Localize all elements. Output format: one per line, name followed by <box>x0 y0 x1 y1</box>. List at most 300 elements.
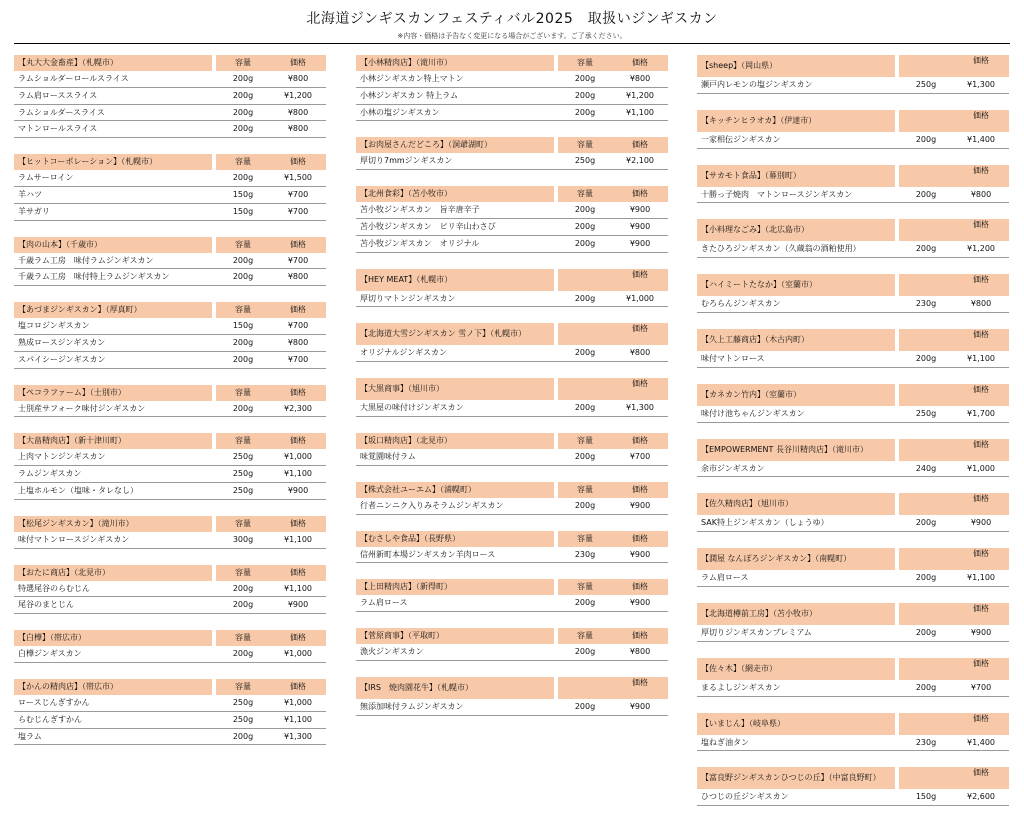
product-row <box>14 121 326 138</box>
product-price: ¥1,200 <box>284 90 312 100</box>
product-price: ¥1,100 <box>967 353 995 363</box>
product-row <box>14 466 326 483</box>
product-row <box>14 88 326 105</box>
vendor-block <box>14 154 326 220</box>
product-name: ラムショルダースライス <box>18 107 105 117</box>
product-row <box>14 352 326 369</box>
product-row <box>356 71 668 88</box>
product-capacity: 200g <box>915 189 937 199</box>
product-row <box>697 625 1009 642</box>
vendor-header <box>697 493 1009 515</box>
product-price: ¥800 <box>970 299 992 309</box>
product-price: ¥800 <box>287 124 309 134</box>
vendor-header <box>697 219 1009 241</box>
product-capacity: 200g <box>574 598 596 608</box>
product-name: 一家相伝ジンギスカン <box>701 134 781 144</box>
product-name: 行者ニンニク入りみそラムジンギスカン <box>360 500 504 510</box>
price-header: 価格 <box>953 110 1009 132</box>
vendor-header <box>697 658 1009 680</box>
vendor-block <box>697 713 1009 752</box>
vendor-block <box>14 516 326 549</box>
vendor-name: 【おたに商店】（北見市） <box>14 565 212 581</box>
product-row <box>14 729 326 746</box>
product-price: ¥700 <box>287 189 309 199</box>
vendor-block <box>356 186 668 252</box>
capacity-header: 容量 <box>558 628 612 644</box>
product-price: ¥1,100 <box>284 714 312 724</box>
product-capacity: 200g <box>574 451 596 461</box>
vendor-block <box>356 628 668 661</box>
product-name: 余市ジンギスカン <box>701 463 765 473</box>
capacity-header: 容量 <box>558 531 612 547</box>
product-capacity: 200g <box>232 107 254 117</box>
price-header: 価格 <box>612 55 668 71</box>
vendor-header <box>14 516 326 532</box>
capacity-header <box>899 767 953 789</box>
column-middle <box>356 55 668 732</box>
product-price: ¥900 <box>287 600 309 610</box>
product-capacity: 200g <box>232 583 254 593</box>
product-price: ¥800 <box>629 348 651 358</box>
product-row <box>14 318 326 335</box>
product-price: ¥2,300 <box>284 403 312 413</box>
product-capacity: 200g <box>574 74 596 83</box>
price-header: 価格 <box>612 579 668 595</box>
price-header: 価格 <box>953 493 1009 515</box>
product-name: 千歳ラム工房 味付ラムジンギスカン <box>18 255 154 265</box>
price-header: 価格 <box>953 55 1009 77</box>
product-capacity: 200g <box>915 627 937 637</box>
product-row <box>697 296 1009 313</box>
vendor-name: 【久上工藤商店】（木古内町） <box>697 329 895 351</box>
price-header: 価格 <box>953 384 1009 406</box>
capacity-header <box>899 713 953 735</box>
vendor-header <box>356 323 668 345</box>
product-price: ¥1,200 <box>626 90 654 100</box>
product-capacity: 230g <box>915 737 937 747</box>
product-price: ¥900 <box>629 221 651 231</box>
product-capacity: 250g <box>232 452 254 462</box>
vendor-block <box>356 323 668 362</box>
product-row <box>14 335 326 352</box>
product-name: 厚切りジンギスカンプレミアム <box>701 627 812 637</box>
price-header: 価格 <box>612 323 668 345</box>
capacity-header <box>899 493 953 515</box>
vendor-name: 【潤屋 なんぽろジンギスカン】（南幌町） <box>697 548 895 570</box>
vendor-header <box>356 531 668 547</box>
product-price: ¥900 <box>287 485 309 495</box>
product-row <box>356 449 668 466</box>
product-capacity: 200g <box>915 682 937 692</box>
capacity-header: 容量 <box>216 154 270 170</box>
price-header: 価格 <box>953 603 1009 625</box>
vendor-block <box>697 274 1009 313</box>
product-capacity: 200g <box>574 348 596 358</box>
product-capacity: 250g <box>915 408 937 418</box>
price-header: 価格 <box>953 219 1009 241</box>
vendor-header <box>697 603 1009 625</box>
product-capacity: 200g <box>574 403 596 413</box>
product-row <box>697 680 1009 697</box>
price-header: 価格 <box>612 628 668 644</box>
vendor-name: 【富良野ジンギスカンひつじの丘】（中富良野町） <box>697 767 895 789</box>
product-capacity: 200g <box>574 90 596 100</box>
vendor-header <box>697 165 1009 187</box>
product-capacity: 230g <box>915 299 937 309</box>
vendor-block <box>14 679 326 745</box>
vendor-block <box>356 137 668 170</box>
vendor-name: 【むさしや食品】（長野県） <box>356 531 554 547</box>
product-capacity: 200g <box>574 107 596 117</box>
product-price: ¥1,000 <box>284 452 312 462</box>
capacity-header: 容量 <box>216 433 270 449</box>
product-capacity: 200g <box>574 205 596 215</box>
product-row <box>356 498 668 515</box>
capacity-header: 容量 <box>216 237 270 253</box>
product-row <box>356 699 668 716</box>
product-row <box>697 570 1009 587</box>
product-price: ¥900 <box>629 701 651 711</box>
product-row <box>697 406 1009 423</box>
capacity-header <box>899 603 953 625</box>
vendor-name: 【北州食彩】（苫小牧市） <box>356 186 554 202</box>
vendor-header <box>697 110 1009 132</box>
product-row <box>14 532 326 549</box>
product-capacity: 250g <box>915 80 937 89</box>
vendor-block <box>14 302 326 368</box>
price-header: 価格 <box>612 433 668 449</box>
column-right <box>697 55 1009 822</box>
product-row <box>14 170 326 187</box>
capacity-header <box>899 110 953 132</box>
product-name: マトンロールスライス <box>18 124 98 134</box>
product-row <box>697 241 1009 258</box>
product-name: 塩ラム <box>18 731 42 741</box>
product-capacity: 200g <box>232 403 254 413</box>
product-row <box>14 253 326 270</box>
vendor-name: 【株式会社ユーエム】（浦幌町） <box>356 482 554 498</box>
vendor-name: 【肉の山本】（千歳市） <box>14 237 212 253</box>
capacity-header: 容量 <box>216 565 270 581</box>
vendor-block <box>697 165 1009 204</box>
capacity-header: 容量 <box>216 55 270 71</box>
product-capacity: 300g <box>232 534 254 544</box>
product-capacity: 200g <box>574 647 596 657</box>
capacity-header: 容量 <box>216 630 270 646</box>
product-price: ¥700 <box>287 354 309 364</box>
product-row <box>356 400 668 417</box>
product-row <box>356 547 668 564</box>
product-price: ¥800 <box>287 337 309 347</box>
product-capacity: 150g <box>915 792 937 802</box>
product-price: ¥900 <box>629 500 651 510</box>
capacity-header: 容量 <box>558 579 612 595</box>
product-capacity: 200g <box>232 90 254 100</box>
product-capacity: 200g <box>232 255 254 265</box>
product-price: ¥900 <box>970 518 992 528</box>
product-name: 小林ジンギスカン特上マトン <box>360 74 464 83</box>
vendor-name: 【大黒商事】（旭川市） <box>356 378 554 400</box>
vendor-block <box>14 237 326 287</box>
price-header: 価格 <box>270 630 326 646</box>
vendor-name: 【ヒットコーポレーション】（札幌市） <box>14 154 212 170</box>
product-capacity: 240g <box>915 463 937 473</box>
vendor-name: 【あづまジンギスカン】（厚真町） <box>14 302 212 318</box>
product-price: ¥800 <box>287 107 309 117</box>
vendor-block <box>356 531 668 564</box>
vendor-name: 【IRS 焼肉園花牛】（札幌市） <box>356 677 554 699</box>
price-header: 価格 <box>953 658 1009 680</box>
product-row <box>14 646 326 663</box>
product-name: 味覚園味付ラム <box>360 451 416 461</box>
vendor-block <box>356 55 668 121</box>
vendor-block <box>697 439 1009 478</box>
product-row <box>14 581 326 598</box>
product-price: ¥700 <box>287 255 309 265</box>
vendor-name: 【坂口精肉店】（北見市） <box>356 433 554 449</box>
product-capacity: 200g <box>574 701 596 711</box>
product-price: ¥1,000 <box>626 293 654 303</box>
vendor-header <box>697 384 1009 406</box>
product-row <box>14 483 326 500</box>
vendor-block <box>356 579 668 612</box>
product-row <box>14 401 326 418</box>
product-name: 味付マトンロースジンギスカン <box>18 534 130 544</box>
product-price: ¥1,200 <box>967 244 995 254</box>
vendor-block <box>14 55 326 138</box>
price-header: 価格 <box>953 329 1009 351</box>
product-name: スパイシージンギスカン <box>18 354 106 364</box>
vendor-name: 【サカモト食品】（幕別町） <box>697 165 895 187</box>
vendor-header <box>14 630 326 646</box>
product-row <box>697 789 1009 806</box>
vendor-block <box>356 378 668 417</box>
product-name: 小林ジンギスカン 特上ラム <box>360 90 459 100</box>
product-price: ¥2,100 <box>626 156 654 166</box>
vendor-name: 【北海道大雪ジンギスカン 雪ノ下】（札幌市） <box>356 323 554 345</box>
product-name: 十勝っ子焼肉 マトンロースジンギスカン <box>701 189 853 199</box>
vendor-header <box>697 548 1009 570</box>
vendor-name: 【小料理なごみ】（北広島市） <box>697 219 895 241</box>
capacity-header: 容量 <box>216 385 270 401</box>
vendor-header <box>356 137 668 153</box>
vendor-header <box>14 237 326 253</box>
vendor-header <box>14 302 326 318</box>
product-price: ¥1,100 <box>284 583 312 593</box>
product-name: 苫小牧ジンギスカン ピリ辛山わさび <box>360 221 496 231</box>
product-capacity: 200g <box>232 74 254 83</box>
product-capacity: 200g <box>232 124 254 134</box>
product-name: 羊サガリ <box>18 206 50 216</box>
product-name: 厚切りマトンジンギスカン <box>360 293 456 303</box>
product-capacity: 250g <box>232 697 254 707</box>
product-name: むろらんジンギスカン <box>701 299 781 309</box>
vendor-name: 【上田精肉店】（新得町） <box>356 579 554 595</box>
vendor-block <box>697 219 1009 258</box>
product-row <box>14 71 326 88</box>
vendor-name: 【カネカン竹内】（室蘭市） <box>697 384 895 406</box>
price-header: 価格 <box>270 237 326 253</box>
product-capacity: 200g <box>232 354 254 364</box>
vendor-header <box>356 55 668 71</box>
product-row <box>356 88 668 105</box>
vendor-name: 【大畠精肉店】（新十津川町） <box>14 433 212 449</box>
product-row <box>14 597 326 614</box>
price-header: 価格 <box>953 274 1009 296</box>
vendor-name: 【白樺】（帯広市） <box>14 630 212 646</box>
product-price: ¥1,100 <box>284 469 312 479</box>
capacity-header <box>899 274 953 296</box>
product-price: ¥900 <box>970 627 992 637</box>
price-header: 価格 <box>612 186 668 202</box>
page-title: 北海道ジンギスカンフェスティバル2025 取扱いジンギスカン <box>306 11 718 27</box>
product-price: ¥800 <box>287 272 309 282</box>
product-price: ¥800 <box>629 74 651 83</box>
product-capacity: 200g <box>915 244 937 254</box>
price-header: 価格 <box>953 767 1009 789</box>
product-capacity: 200g <box>915 353 937 363</box>
price-header: 価格 <box>270 679 326 695</box>
product-capacity: 200g <box>574 500 596 510</box>
product-name: 上塩ホルモン（塩味・タレなし） <box>18 485 138 495</box>
product-price: ¥800 <box>629 647 651 657</box>
title-divider <box>14 43 1010 44</box>
capacity-header <box>899 384 953 406</box>
product-capacity: 200g <box>232 649 254 659</box>
product-row <box>14 204 326 221</box>
product-price: ¥800 <box>287 74 309 83</box>
capacity-header <box>899 548 953 570</box>
vendor-header <box>14 433 326 449</box>
product-price: ¥1,300 <box>284 731 312 741</box>
product-price: ¥700 <box>287 321 309 331</box>
product-name: 熟成ロースジンギスカン <box>18 337 106 347</box>
product-name: 信州新町本場ジンギスカン羊肉ロース <box>360 549 496 559</box>
price-header: 価格 <box>270 516 326 532</box>
capacity-header <box>899 165 953 187</box>
product-name: ラムジンギスカン <box>18 469 82 479</box>
product-row <box>356 202 668 219</box>
product-name: ひつじの丘ジンギスカン <box>701 792 789 802</box>
vendor-block <box>356 677 668 716</box>
vendor-name: 【かんの精肉店】（帯広市） <box>14 679 212 695</box>
product-capacity: 200g <box>915 134 937 144</box>
capacity-header: 容量 <box>558 482 612 498</box>
product-capacity: 250g <box>232 714 254 724</box>
vendor-block <box>356 269 668 308</box>
capacity-header <box>899 219 953 241</box>
price-header: 価格 <box>270 302 326 318</box>
product-name: ロースじんぎすかん <box>18 697 90 707</box>
product-row <box>14 105 326 122</box>
vendor-header <box>697 55 1009 77</box>
vendor-block <box>14 433 326 499</box>
product-price: ¥1,300 <box>967 80 995 89</box>
product-name: 小林の塩ジンギスカン <box>360 107 440 117</box>
capacity-header: 容量 <box>558 433 612 449</box>
product-name: 大黒屋の味付けジンギスカン <box>360 403 464 413</box>
price-header: 価格 <box>270 154 326 170</box>
product-name: 尾谷のまとじん <box>18 600 74 610</box>
vendor-name: 【いまじん】（岐阜県） <box>697 713 895 735</box>
vendor-name: 【HEY MEAT】（札幌市） <box>356 269 554 291</box>
product-name: 味付け池ちゃんジンギスカン <box>701 408 805 418</box>
product-capacity: 200g <box>574 238 596 248</box>
vendor-name: 【北海道樽前工房】（苫小牧市） <box>697 603 895 625</box>
vendor-header <box>14 154 326 170</box>
vendor-name: 【佐久精肉店】（旭川市） <box>697 493 895 515</box>
product-row <box>697 461 1009 478</box>
price-header: 価格 <box>612 137 668 153</box>
product-price: ¥1,100 <box>967 573 995 583</box>
product-capacity: 200g <box>232 173 254 183</box>
vendor-block <box>14 630 326 663</box>
product-capacity: 200g <box>232 731 254 741</box>
product-name: まるよしジンギスカン <box>701 682 781 692</box>
price-header: 価格 <box>953 165 1009 187</box>
product-capacity: 250g <box>232 485 254 495</box>
product-capacity: 200g <box>232 272 254 282</box>
vendor-header <box>697 713 1009 735</box>
product-row <box>356 595 668 612</box>
capacity-header <box>899 658 953 680</box>
product-price: ¥1,100 <box>284 534 312 544</box>
price-header: 価格 <box>953 713 1009 735</box>
vendor-block <box>697 658 1009 697</box>
product-capacity: 200g <box>232 337 254 347</box>
product-row <box>697 77 1009 94</box>
product-price: ¥900 <box>629 549 651 559</box>
product-name: 苫小牧ジンギスカン 旨辛唐辛子 <box>360 205 480 215</box>
product-price: ¥900 <box>629 598 651 608</box>
product-capacity: 150g <box>232 321 254 331</box>
vendor-block <box>697 55 1009 94</box>
vendor-name: 【小林精肉店】（滝川市） <box>356 55 554 71</box>
vendor-header <box>697 767 1009 789</box>
product-price: ¥1,000 <box>284 697 312 707</box>
product-row <box>356 219 668 236</box>
product-row <box>356 153 668 170</box>
product-price: ¥900 <box>629 205 651 215</box>
price-header: 価格 <box>270 55 326 71</box>
vendor-name: 【ハイミートたなか】（室蘭市） <box>697 274 895 296</box>
vendor-block <box>697 493 1009 532</box>
product-row <box>356 345 668 362</box>
capacity-header <box>558 677 612 699</box>
vendor-block <box>697 384 1009 423</box>
capacity-header <box>899 329 953 351</box>
product-name: 白樺ジンギスカン <box>18 649 82 659</box>
product-name: 漁火ジンギスカン <box>360 647 424 657</box>
vendor-header <box>356 433 668 449</box>
capacity-header <box>558 378 612 400</box>
vendor-header <box>356 378 668 400</box>
product-capacity: 250g <box>574 156 596 166</box>
product-name: 塩ねぎ油タン <box>701 737 749 747</box>
vendor-header <box>14 55 326 71</box>
vendor-name: 【ペコラファーム】（士別市） <box>14 385 212 401</box>
product-row <box>356 105 668 122</box>
product-row <box>14 712 326 729</box>
product-name: ラム肩ローススライス <box>18 90 98 100</box>
price-header: 価格 <box>270 565 326 581</box>
price-header: 価格 <box>270 433 326 449</box>
product-capacity: 250g <box>232 469 254 479</box>
product-name: 厚切り7mmジンギスカン <box>360 156 453 166</box>
product-name: 苫小牧ジンギスカン オリジナル <box>360 238 480 248</box>
product-price: ¥700 <box>629 451 651 461</box>
vendor-header <box>697 274 1009 296</box>
